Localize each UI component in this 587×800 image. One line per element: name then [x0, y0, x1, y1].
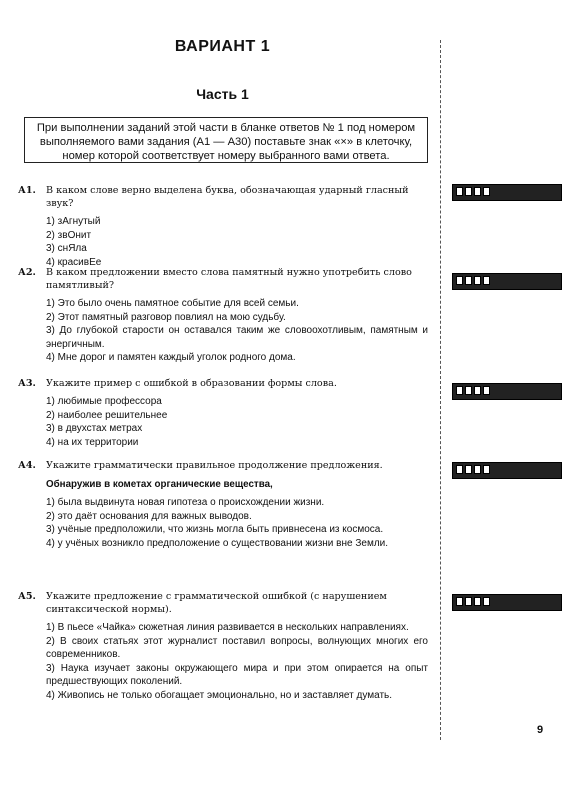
question-text: Укажите пример с ошибкой в образовании формы слова. — [46, 378, 337, 389]
question-number: А1. — [18, 185, 36, 196]
question-number: А2. — [18, 267, 36, 278]
question-number: А4. — [18, 460, 36, 471]
answer-grid-a4 — [452, 462, 562, 479]
question-text: Укажите грамматически правильное продолжение предложения. — [46, 460, 383, 471]
answer-cell — [483, 276, 490, 285]
answer-grid-a1 — [452, 184, 562, 201]
option: 1) Это было очень памятное событие для всей семьи. — [46, 298, 299, 309]
question-lead: Обнаружив в кометах органические вещества, — [46, 479, 273, 490]
page-number: 9 — [537, 724, 544, 736]
answer-cell — [465, 187, 472, 196]
answer-cell — [474, 597, 481, 606]
option: 1) была выдвинута новая гипотеза о происхождении жизни. — [46, 497, 325, 508]
question-a4 — [18, 459, 428, 550]
option: 1) любимые профессора — [46, 396, 162, 407]
option: 2) это даёт основания для важных выводов. — [46, 510, 252, 522]
answer-cell — [474, 276, 481, 285]
option: 3) учёные предположили, что жизнь могла быть привнесена из космоса. — [46, 524, 384, 536]
margin-divider — [440, 40, 441, 740]
answer-cell — [465, 276, 472, 285]
option: 4) красивЕе — [46, 256, 102, 268]
part-title: Часть 1 — [196, 86, 249, 102]
answer-cell — [465, 386, 472, 395]
option: 1) В пьесе «Чайка» сюжетная линия развивается в нескольких направлениях. — [46, 622, 409, 633]
option: 3) Наука изучает законы окружающего мира и при этом опирается на опыт предшествующих поколений. — [46, 662, 428, 688]
option: 4) Живопись не только обогащает эмоционально, но и заставляет думать. — [46, 689, 393, 701]
answer-cell — [456, 187, 463, 196]
answer-cell — [483, 465, 490, 474]
options-list — [46, 621, 428, 703]
answer-cell — [474, 465, 481, 474]
question-number: А3. — [18, 378, 36, 389]
question-a3 — [18, 377, 428, 449]
answer-cell — [474, 187, 481, 196]
question-a5 — [18, 590, 428, 703]
answer-grid-a2 — [452, 273, 562, 290]
option: 3) снЯла — [46, 243, 87, 255]
variant-title: ВАРИАНТ 1 — [174, 38, 271, 55]
answer-cell — [456, 386, 463, 395]
options-list — [46, 215, 428, 269]
options-list — [46, 395, 428, 449]
option: 2) наиболее решительнее — [46, 409, 168, 421]
question-text: Укажите предложение с грамматической ошибкой (с нарушением синтаксической нормы). — [46, 591, 387, 615]
answer-grid-a5 — [452, 594, 562, 611]
option: 2) Этот памятный разговор повлиял на мою судьбу. — [46, 311, 286, 323]
option: 4) на их территории — [46, 436, 139, 448]
option: 1) зАгнутый — [46, 216, 101, 227]
answer-cell — [465, 465, 472, 474]
answer-cell — [456, 276, 463, 285]
question-text: В каком слове верно выделена буква, обозначающая ударный гласный звук? — [46, 185, 409, 209]
answer-cell — [456, 465, 463, 474]
answer-cell — [474, 386, 481, 395]
option: 2) В своих статьях этот журналист поставил вопросы, волнующих многих его современников. — [46, 635, 428, 661]
answer-cell — [456, 597, 463, 606]
question-text: В каком предложении вместо слова памятный нужно употребить слово памятливый? — [46, 267, 412, 291]
option: 2) звОнит — [46, 229, 92, 241]
answer-cell — [483, 386, 490, 395]
option: 3) в двухстах метрах — [46, 423, 143, 435]
answer-cell — [465, 597, 472, 606]
answer-cell — [483, 597, 490, 606]
question-a2 — [18, 266, 428, 365]
instruction-box: При выполнении заданий этой части в бланке ответов № 1 под номером выполняемого вами задания (А1 — А30) поставьте знак «×» в клеточку, номер которой соответствует номеру выбранного вами ответа. — [24, 117, 428, 163]
question-a1 — [18, 184, 428, 269]
answer-cell — [483, 187, 490, 196]
option: 4) Мне дорог и памятен каждый уголок родного дома. — [46, 352, 296, 364]
question-number: А5. — [18, 591, 36, 602]
options-list — [46, 297, 428, 365]
answer-grid-a3 — [452, 383, 562, 400]
options-list — [46, 496, 428, 550]
option: 3) До глубокой старости он оставался таким же словоохотливым, памятным и энергичным. — [46, 325, 428, 350]
option: 4) у учёных возникло предположение о существовании жизни вне Земли. — [46, 537, 389, 549]
